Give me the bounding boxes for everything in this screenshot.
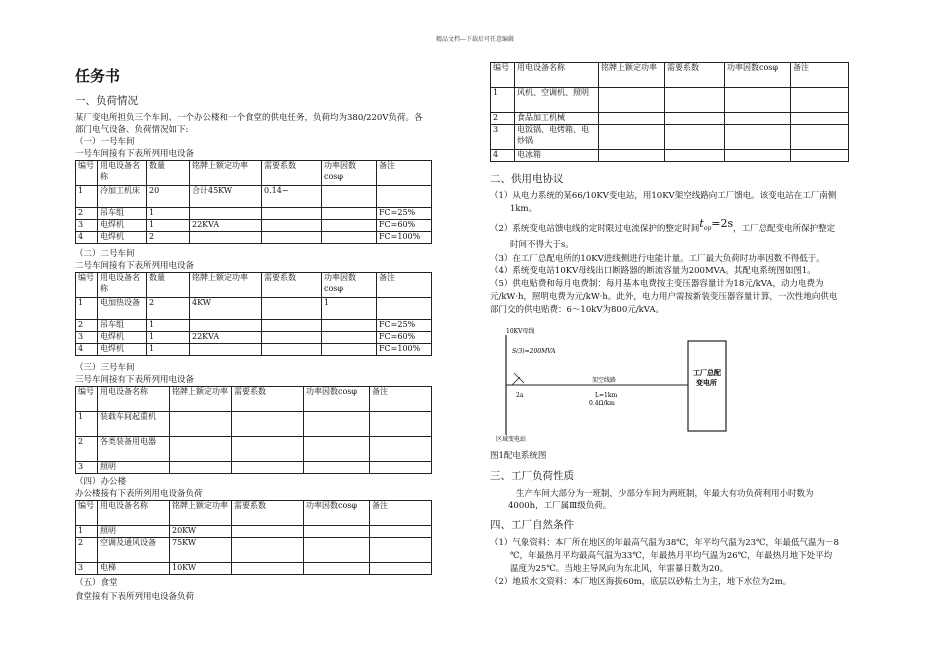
table-cell: 照明 [98,526,170,538]
factory-label-1: 工厂总配 [693,368,721,377]
table-cell [322,332,377,344]
table-cell: 电焊机 [98,344,147,356]
supply-p1-line2: 1km。 [510,204,538,214]
header-cell: 用电设备名称 [515,63,599,88]
supply-p2-text: （2）系统变电站馈电线的定时限过电流保护的整定时间 [490,224,700,234]
header-cell: 功率因数cosφ [322,161,377,186]
diagram-caption: 图1配电系统图 [490,451,547,461]
table-cell: 冷加工机床 [98,186,147,208]
header-cell: 备注 [370,387,432,412]
supply-p2-line2: 时间不得大于s。 [510,240,574,250]
header-cell: 铭牌上额定功率 [190,161,262,186]
table-cell: 1 [147,220,190,232]
table-cell: 1 [147,344,190,356]
env-p1-line2: ℃，年最热月平均最高气温为33℃，年最热月平均气温为26℃，年最热月地下处平均 [510,551,833,561]
supply-p2-line1 [490,217,836,240]
workshop2-caption: 二号车间接有下表所列用电设备 [75,261,195,271]
table-cell: 4 [76,344,98,356]
table-row [76,320,432,332]
table-cell [190,344,262,356]
table-row [76,220,432,232]
header-cell: 用电设备名称 [98,161,147,186]
table-cell [665,113,725,125]
header-cell: 需要系数 [232,501,304,526]
breaker-label: 2a [516,392,524,399]
table-cell: 空调及通风设备 [98,538,170,563]
office-table [75,500,432,575]
table-cell: 2 [76,320,98,332]
supply-p2-tail: ，工厂总配变电所保护整定 [733,224,836,234]
header-cell: 备注 [370,501,432,526]
table-row [76,332,432,344]
table-row [491,125,849,150]
header-cell: 需要系数 [262,161,322,186]
table-header-row [76,387,432,412]
env-p1-line3: 温度为25℃。当地主导风向为东北风，年雷暴日数为20。 [510,564,729,574]
formula-t-op: $t_{op}=2s$ [699,217,734,233]
workshop3-label: （三）三号车间 [75,363,135,373]
table-cell [725,88,791,113]
table-cell: 1 [76,412,98,437]
supply-p4: （4）系统变电站10KV母线出口断路器的断流容量为200MVA。其配电系统图如图1。 [490,266,816,276]
table-cell: 1 [147,320,190,332]
table-cell [232,437,304,462]
table-cell: 电饭锅、电烤箱、电炒锅 [515,125,599,150]
table-cell [262,232,322,244]
table-cell [725,125,791,150]
table-cell [370,538,432,563]
table-cell [190,232,262,244]
header-cell: 备注 [377,273,432,298]
table-row [76,232,432,244]
header-cell: 用电设备名称 [98,387,170,412]
table-cell: 吊车组 [98,320,147,332]
workshop3-caption: 三号车间接有下表所列用电设备 [75,375,195,385]
station-label: 区域变电站 [496,436,527,443]
workshop1-caption: 一号车间接有下表所列用电设备 [75,149,195,159]
distribution-system-diagram [492,327,732,445]
load-heading: 一、负荷情况 [75,95,138,107]
table-header-row [76,161,432,186]
table-cell: 电焊机 [98,332,147,344]
table-cell [370,462,432,474]
table-cell [322,208,377,220]
table-header-row [76,501,432,526]
table-cell: FC=60% [377,220,432,232]
header-cell: 功率因数cosφ [304,387,370,412]
office-caption: 办公楼接有下表所列用电设备负荷 [75,489,203,499]
table-cell: 2 [147,232,190,244]
header-cell: 功率因数cosφ [304,501,370,526]
nature-p1: 生产车间大部分为一班制，少部分车间为两班制，年最大有功负荷利用小时数为 [516,489,814,499]
table-cell [232,412,304,437]
header-cell: 编号 [491,63,515,88]
table-cell [370,526,432,538]
header-cell: 功率因数cosφ [322,273,377,298]
table-cell [170,412,232,437]
table-cell [599,113,665,125]
workshop2-table [75,272,432,356]
table-row [76,526,432,538]
header-cell: 编号 [76,501,98,526]
table-row [76,412,432,437]
table-row [76,563,432,575]
load-intro-line2: 部门电气设备、负荷情况如下: [75,125,189,135]
table-cell [377,298,432,320]
table-cell: 4 [491,150,515,162]
header-cell: 铭牌上额定功率 [170,501,232,526]
table-cell: 电加热设备 [98,298,147,320]
table-cell [190,320,262,332]
table-cell: 4KW [190,298,262,320]
table-cell [304,437,370,462]
table-cell: 1 [322,298,377,320]
table-cell: 1 [76,298,98,320]
header-cell: 用电设备名称 [98,501,170,526]
header-cell: 备注 [377,161,432,186]
table-cell [370,563,432,575]
table-cell: 2 [147,298,190,320]
workshop1-table [75,160,432,244]
table-cell [262,298,322,320]
table-cell [170,462,232,474]
table-cell: 3 [76,332,98,344]
supply-p3: （3）在工厂总配电所的10KV进线侧进行电能计量。工厂最大负荷时功率因数不得低于。 [490,254,825,264]
header-cell: 数量 [147,273,190,298]
table-cell: 装载车间起重机 [98,412,170,437]
table-cell [322,344,377,356]
nature-heading: 三、工厂负荷性质 [490,470,574,482]
table-cell: 电梯 [98,563,170,575]
table-row [491,88,849,113]
capacity-label: S(3)=200MVA [512,348,556,355]
table-cell [370,412,432,437]
factory-label-2: 变电所 [696,378,717,387]
table-cell [262,332,322,344]
table-cell: FC=100% [377,232,432,244]
table-row [491,150,849,162]
table-cell: 1 [76,526,98,538]
supply-p5-line1: （5）供电贴费和每月电费制：每月基本电费按主变压器容量计为18元/kVA，动力电费为 [490,279,824,289]
table-cell: 1 [76,186,98,208]
table-cell [232,538,304,563]
table-header-row [76,273,432,298]
header-cell: 需要系数 [665,63,725,88]
workshop2-label: （二）二号车间 [75,249,135,259]
table-cell: 1 [491,88,515,113]
table-cell: FC=25% [377,208,432,220]
office-label: （四）办公楼 [75,477,127,487]
table-cell [322,220,377,232]
table-cell [599,125,665,150]
supply-p5-line2: 元/kW·h，照明电费为元/kW·h。此外，电力用户需按新装变压器容量计算，一次性地向供电 [490,292,838,302]
canteen-label: （五）食堂 [75,578,118,588]
table-cell [262,344,322,356]
table-cell [232,462,304,474]
header-cell: 需要系数 [232,387,304,412]
table-cell: 2 [76,208,98,220]
load-intro-line1: 某厂变电所担负三个车间、一个办公楼和一个食堂的供电任务，负荷均为380/220V负荷。各 [75,113,423,123]
table-row [76,437,432,462]
canteen-table [490,62,849,162]
canteen-caption: 食堂接有下表所列用电设备负荷 [75,592,195,602]
table-cell [262,320,322,332]
bus-label: 10KV母线 [506,328,535,335]
header-cell: 需要系数 [262,273,322,298]
table-cell: 电焊机 [98,220,147,232]
table-cell: 1 [147,208,190,220]
header-cell: 铭牌上额定功率 [599,63,665,88]
table-cell: FC=100% [377,344,432,356]
table-cell [791,88,849,113]
table-cell: 电焊机 [98,232,147,244]
header-cell: 铭牌上额定功率 [190,273,262,298]
table-row [76,186,432,208]
table-cell: 3 [76,563,98,575]
table-cell: 3 [491,125,515,150]
env-p2: （2）地质水文资料：本厂地区海拔60m，底层以砂粘土为主，地下水位为2m。 [490,577,792,587]
table-cell: 22KVA [190,332,262,344]
supply-p1-line1: （1）从电力系统的某66/10KV变电站，用10KV架空线路向工厂馈电。该变电站在工厂南侧 [490,191,837,201]
table-cell: 20KW [170,526,232,538]
table-row [76,462,432,474]
table-cell: FC=25% [377,320,432,332]
header-cell: 备注 [791,63,849,88]
table-cell: FC=60% [377,332,432,344]
header-cell: 编号 [76,273,98,298]
table-cell: 0.14~ [262,186,322,208]
table-cell: 75KW [170,538,232,563]
table-cell [304,526,370,538]
table-cell: 2 [76,538,98,563]
header-cell: 数量 [147,161,190,186]
table-row [76,208,432,220]
table-cell: 2 [76,437,98,462]
header-cell: 编号 [76,161,98,186]
table-cell [725,113,791,125]
table-cell [791,125,849,150]
nature-p2: 4000h，工厂属Ⅲ级负荷。 [508,501,612,511]
table-cell: 风机、空调机、照明 [515,88,599,113]
table-cell: 10KW [170,563,232,575]
table-cell [599,150,665,162]
table-cell: 3 [76,462,98,474]
supply-p5-line3: 部门交的供电贴费：6～10kV为800元/kVA。 [490,305,664,315]
workshop3-table [75,386,432,474]
table-cell [262,208,322,220]
table-row [76,344,432,356]
workshop1-label: （一）一号车间 [75,137,135,147]
table-cell: 3 [76,220,98,232]
table-cell [599,88,665,113]
table-row [76,538,432,563]
table-cell [232,526,304,538]
table-cell: 4 [76,232,98,244]
table-row [76,298,432,320]
supply-heading: 二、供用电协议 [490,173,564,185]
table-row [491,113,849,125]
table-cell [791,113,849,125]
table-cell [725,150,791,162]
table-cell [370,437,432,462]
header-cell: 编号 [76,387,98,412]
table-cell [190,208,262,220]
table-cell [665,88,725,113]
table-cell [262,220,322,232]
document-title: 任务书 [75,67,121,85]
table-cell: 1 [147,332,190,344]
header-cell: 用电设备名称 [98,273,147,298]
table-cell [304,563,370,575]
length-label: L=1km [595,392,618,399]
table-cell [322,320,377,332]
table-cell [170,437,232,462]
env-heading: 四、工厂自然条件 [490,519,574,531]
table-cell: 吊车组 [98,208,147,220]
header-cell: 铭牌上额定功率 [170,387,232,412]
table-cell: 电冰箱 [515,150,599,162]
table-cell: 各类装备用电器 [98,437,170,462]
table-cell [304,462,370,474]
table-cell [304,412,370,437]
table-cell: 2 [491,113,515,125]
table-cell: 合计45KW [190,186,262,208]
table-cell: 20 [147,186,190,208]
table-cell [304,538,370,563]
table-cell [232,563,304,575]
table-cell [322,186,377,208]
table-cell [322,232,377,244]
table-cell: 22KVA [190,220,262,232]
line-label: 架空线路 [592,377,617,384]
table-cell [791,150,849,162]
table-cell: 食品加工机械 [515,113,599,125]
header-cell: 功率因数cosφ [725,63,791,88]
table-cell: 照明 [98,462,170,474]
table-header-row [491,63,849,88]
table-cell [665,125,725,150]
env-p1-line1: （1）气象资料：本厂所在地区的年最高气温为38℃，年平均气温为23℃，年最低气温为－8 [490,538,839,548]
page-header: 精品文档---下载后可任意编辑 [435,36,515,43]
impedance-label: 0.4Ω/km [589,400,615,407]
table-cell [665,150,725,162]
table-cell [377,186,432,208]
